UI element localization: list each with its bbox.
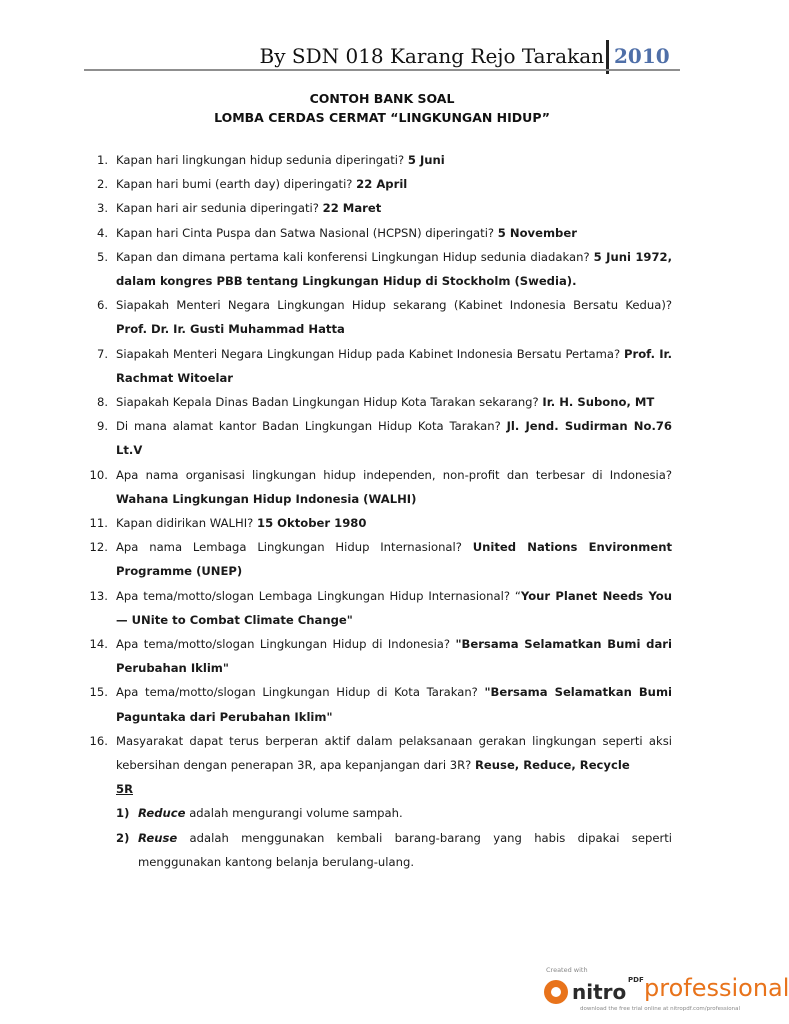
subsection-item-text: Reduce adalah mengurangi volume sampah. [138, 806, 403, 821]
question-text: Kapan hari bumi (earth day) diperingati? 22 April [116, 177, 408, 192]
question-number: 2. [96, 177, 108, 192]
question-answer: 5 November [497, 225, 577, 240]
question-text: Apa nama Lembaga Lingkungan Hidup Internasional? United Nations Environment Programme (UNEP) [116, 540, 673, 579]
question-list [84, 148, 672, 874]
question-item [84, 632, 672, 680]
question-number: 11. [89, 516, 108, 531]
question-item [84, 511, 672, 535]
subsection-term: Reduce [138, 806, 186, 821]
watermark-created-text: Created with [546, 966, 588, 974]
question-answer: 5 Juni 1972, dalam kongres PBB tentang Lingkungan Hidup di Stockholm (Swedia). [116, 249, 672, 289]
question-answer: Reuse, Reduce, Recycle [475, 758, 630, 773]
question-number: 5. [96, 249, 108, 264]
question-item [84, 680, 672, 728]
question-text: Kapan hari lingkungan hidup sedunia diperingati? 5 Juni [116, 153, 445, 167]
subsection-5r [84, 777, 672, 874]
question-number: 15. [89, 685, 108, 700]
question-text: Kapan dan dimana pertama kali konferensi Lingkungan Hidup sedunia diadakan? 5 Juni 1972, dalam kongres PBB tentang Lingkungan Hidup di Stockholm (Swedia). [116, 249, 672, 289]
question-text: Siapakah Kepala Dinas Badan Lingkungan Hidup Kota Tarakan sekarang? Ir. H. Subono, MT [116, 395, 655, 410]
header-rule [84, 69, 680, 71]
question-answer: "Bersama Selamatkan Bumi Paguntaka dari Perubahan Iklim" [116, 685, 672, 724]
watermark-footer: download the free trial online at nitropdf.com/professional [580, 1006, 740, 1012]
question-number: 9. [96, 419, 108, 434]
question-item [84, 535, 672, 583]
question-number: 7. [96, 346, 108, 361]
nitro-logo-icon [544, 980, 568, 1004]
question-number: 10. [89, 467, 108, 482]
question-answer: United Nations Environment Programme (UNEP) [116, 540, 673, 579]
subsection-item-number: 2) [116, 830, 130, 845]
question-number: 16. [89, 733, 108, 748]
subsection-item [116, 801, 672, 825]
nitro-watermark [540, 966, 789, 1016]
question-text: Siapakah Menteri Negara Lingkungan Hidup sekarang (Kabinet Indonesia Bersatu Kedua)? Prof. Dr. Ir. Gusti Muhammad Hatta [116, 298, 672, 337]
question-text: Apa tema/motto/slogan Lembaga Lingkungan Hidup Internasional? “Your Planet Needs You — UNite to Combat Climate Change" [116, 588, 672, 627]
question-answer: Jl. Jend. Sudirman No.76 Lt.V [116, 419, 672, 458]
question-text: Kapan didirikan WALHI? 15 Oktober 1980 [116, 516, 367, 531]
question-item [84, 221, 672, 245]
document-subtitle: LOMBA CERDAS CERMAT “LINGKUNGAN HIDUP” [214, 110, 550, 125]
document-title: CONTOH BANK SOAL [309, 91, 455, 106]
question-item [84, 245, 672, 293]
subsection-term: Reuse [138, 830, 178, 845]
watermark-brand: nitro [572, 980, 627, 1004]
question-number: 8. [96, 395, 108, 410]
subsection-item-text: Reuse adalah menggunakan kembali barang-barang yang habis dipakai seperti menggunakan kantong belanja berulang-ulang. [138, 830, 672, 869]
question-text: Di mana alamat kantor Badan Lingkungan Hidup Kota Tarakan? Jl. Jend. Sudirman No.76 Lt.V [116, 419, 672, 458]
question-text: Kapan hari Cinta Puspa dan Satwa Nasional (HCPSN) diperingati? 5 November [116, 225, 577, 240]
question-item [84, 414, 672, 462]
subsection-title: 5R [116, 782, 133, 797]
question-number: 1. [96, 153, 108, 167]
question-text: Apa tema/motto/slogan Lingkungan Hidup di Indonesia? "Bersama Selamatkan Bumi dari Perubahan Iklim" [116, 637, 672, 676]
question-text: Apa nama organisasi lingkungan hidup independen, non-profit dan terbesar di Indonesia? Wahana Lingkungan Hidup Indonesia (WALHI) [116, 467, 672, 506]
question-answer: Wahana Lingkungan Hidup Indonesia (WALHI) [116, 491, 417, 506]
question-item [84, 584, 672, 632]
question-item [84, 172, 672, 196]
question-answer: Your Planet Needs You — UNite to Combat Climate Change" [116, 588, 672, 627]
question-item [84, 729, 672, 777]
question-item [84, 390, 672, 414]
question-item [84, 293, 672, 341]
question-text: Apa tema/motto/slogan Lingkungan Hidup di Kota Tarakan? "Bersama Selamatkan Bumi Paguntaka dari Perubahan Iklim" [116, 685, 672, 724]
header-title: By SDN 018 Karang Rejo Tarakan [259, 44, 604, 68]
question-item [84, 463, 672, 511]
question-answer: 22 April [356, 177, 408, 192]
header-year: 2010 [614, 44, 670, 68]
question-answer: Prof. Dr. Ir. Gusti Muhammad Hatta [116, 322, 345, 337]
question-item [84, 342, 672, 390]
watermark-edition: professional [644, 974, 789, 1002]
question-number: 12. [89, 540, 108, 555]
question-number: 14. [89, 637, 108, 652]
question-number: 6. [96, 298, 108, 313]
subsection-item-number: 1) [116, 806, 130, 821]
question-number: 4. [96, 225, 108, 240]
question-answer: 5 Juni [407, 153, 445, 167]
question-text: Masyarakat dapat terus berperan aktif dalam pelaksanaan gerakan lingkungan seperti aksi kebersihan dengan penerapan 3R, apa kepanjangan dari 3R? Reuse, Reduce, Recycle [116, 733, 672, 773]
question-answer: "Bersama Selamatkan Bumi dari Perubahan Iklim" [116, 637, 672, 676]
question-number: 13. [89, 588, 108, 603]
watermark-pdf: PDF [628, 976, 644, 984]
question-answer: Prof. Ir. Rachmat Witoelar [116, 346, 672, 385]
question-item [84, 196, 672, 220]
question-text: Kapan hari air sedunia diperingati? 22 Maret [116, 201, 382, 216]
question-answer: Ir. H. Subono, MT [542, 395, 655, 410]
question-text: Siapakah Menteri Negara Lingkungan Hidup pada Kabinet Indonesia Bersatu Pertama? Prof. Ir. Rachmat Witoelar [116, 346, 672, 385]
question-number: 3. [96, 201, 108, 216]
subsection-item [116, 826, 672, 874]
question-answer: 15 Oktober 1980 [257, 516, 367, 531]
question-item [84, 148, 672, 172]
question-answer: 22 Maret [322, 201, 382, 216]
